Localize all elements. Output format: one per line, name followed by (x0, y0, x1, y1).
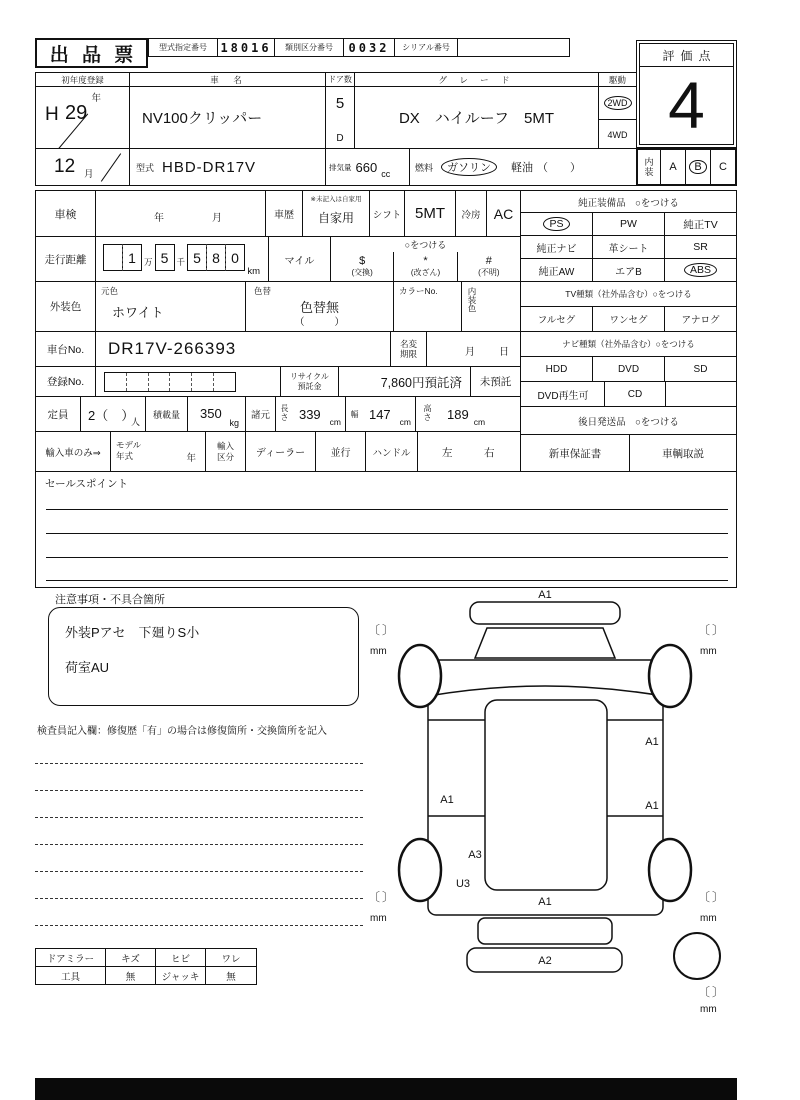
first-registration-year-cell (35, 86, 130, 149)
width-value: 147 (368, 406, 391, 422)
navi-sd: SD (664, 356, 737, 382)
interior-label: 内装 (644, 156, 654, 177)
tv-analog: アナログ (664, 306, 737, 332)
equip-airbag: エアB (592, 258, 665, 282)
notes-header: 注意事項・不具合箇所 (55, 594, 165, 606)
original-color-label: 元色 (101, 286, 119, 296)
inspector-write-line (35, 790, 363, 791)
inspector-write-line (35, 925, 363, 926)
navi-hdd: HDD (520, 356, 593, 382)
write-line (46, 533, 728, 534)
fuel-cell (409, 148, 637, 186)
tv-oneseg: ワンセグ (592, 306, 665, 332)
original-color-value: ホワイト (112, 305, 164, 320)
rename-month-unit: 月 (465, 347, 475, 358)
original-color-cell (95, 281, 246, 332)
doors-type: D (336, 133, 344, 144)
shaken-label: 車検 (35, 190, 96, 237)
drive-option-4wd: 4WD (607, 129, 628, 140)
mark-exchange: $ (交換) (351, 255, 373, 277)
damage-label-left-side: A1 (440, 794, 454, 806)
measure-bracket: 〕 (712, 985, 725, 999)
capacity-value: 2（ ） (88, 408, 135, 423)
interior-color-cell (461, 281, 521, 332)
sheet-title: 出 品 票 (35, 38, 148, 68)
equip-oem-navi: 純正ナビ (520, 235, 593, 259)
measure-bracket: 〕 (712, 890, 725, 904)
measure-bracket: 〔 (698, 623, 711, 637)
year-unit: 年 (91, 93, 101, 104)
history-value: 自家用 (317, 211, 354, 225)
inspector-write-line (35, 763, 363, 764)
color-change-label: 色替 (254, 286, 272, 296)
black-footer-bar (35, 1078, 737, 1100)
load-unit: kg (229, 418, 239, 428)
model-label: 型式 (136, 162, 155, 173)
ship-later-header: 後日発送品 ○をつける (520, 406, 737, 435)
import-parallel-option: 並行 (315, 431, 366, 472)
windshield-line (428, 686, 663, 696)
damage-label-right-side: A1 (645, 800, 659, 812)
color-change-paren: （ ） (294, 317, 345, 328)
defect-notes-box (48, 607, 359, 706)
equip-oem-tv: 純正TV (664, 212, 737, 236)
registration-no-boxes (104, 372, 236, 392)
equip-pw: PW (592, 212, 665, 236)
measure-bracket: 〔 (698, 890, 711, 904)
drive-cell (598, 86, 637, 149)
color-change-value: 色替無 (299, 300, 339, 315)
crack-label: ヒビ (155, 948, 206, 967)
odometer-boxes (103, 244, 245, 271)
jack-value: 無 (205, 966, 257, 985)
drive-option-2wd: 2WD (599, 87, 636, 120)
model-code-label: 型式指定番号 (148, 38, 218, 57)
sales-point-box (35, 471, 737, 588)
fuel-label: 燃料 (415, 162, 434, 173)
front-left-wheel (399, 645, 441, 707)
write-line (46, 580, 728, 581)
era-value: H (45, 104, 59, 125)
score-value: 4 (668, 68, 705, 142)
odometer-digit: 5 (187, 244, 207, 271)
handle-left-option: 左 (442, 447, 453, 459)
handle-cell (417, 431, 521, 472)
equip-ps: PS (520, 212, 593, 236)
navi-dvd: DVD (592, 356, 665, 382)
navi-type-header: ナビ種類（社外品含む）○をつける (520, 331, 737, 357)
mile-cell: マイル (268, 236, 331, 282)
year-value: 29 (65, 102, 88, 124)
grade-cell: DX ハイルーフ 5MT (354, 86, 599, 149)
mm-label: mm (700, 913, 717, 924)
mm-label: mm (700, 1004, 717, 1014)
jack-label: ジャッキ (155, 966, 206, 985)
handle-label: ハンドル (365, 431, 418, 472)
recycle-deposit-label: リサイクル預託金 (280, 366, 339, 397)
door-panel-lines (428, 720, 663, 816)
load-label: 積載量 (145, 396, 188, 432)
history-label: 車歴 (265, 190, 303, 237)
shaken-year-unit: 年 (154, 213, 164, 224)
measure-bracket: 〕 (712, 623, 725, 637)
measure-bracket: 〔 (368, 623, 381, 637)
drive-header: 駆動 (598, 72, 637, 87)
width-cell (345, 396, 416, 432)
doors-cell (325, 86, 355, 149)
cd-option: CD (604, 381, 666, 407)
displacement-unit: cc (381, 169, 391, 179)
height-unit: cm (473, 417, 486, 427)
equip-abs: ABS (664, 258, 737, 282)
hood-shape (475, 628, 615, 658)
import-type-label: 輸入区分 (205, 431, 246, 472)
mileage-label: 走行距離 (35, 236, 96, 282)
circle-to-mark-header: ○をつける (404, 240, 447, 250)
damage-label-left-rear: A3 (468, 849, 482, 861)
model-year-label: モデル年式 (116, 440, 142, 461)
inspector-write-line (35, 898, 363, 899)
write-line (46, 557, 728, 558)
odometer-cell (95, 236, 269, 282)
inspector-write-line (35, 844, 363, 845)
grade-header: グ レ ー ド (354, 72, 599, 87)
new-car-warranty: 新車保証書 (520, 434, 630, 472)
load-cell (187, 396, 246, 432)
car-name-header: 車 名 (129, 72, 326, 87)
capacity-unit: 人 (130, 417, 140, 427)
first-registration-header: 初年度登録 (35, 72, 130, 87)
oem-equipment-header: 純正装備品 ○をつける (520, 190, 737, 213)
recycle-none-option: 未預託 (470, 366, 521, 397)
doors-header: ドア数 (325, 72, 355, 87)
model-code-cell (129, 148, 326, 186)
rename-deadline-cell (426, 331, 521, 367)
doors-value: 5 (335, 95, 345, 112)
chassis-no-value: DR17V-266393 (95, 331, 391, 367)
height-cell (415, 396, 521, 432)
spare-tire-shape (674, 933, 720, 979)
car-damage-diagram (358, 582, 742, 1014)
rear-hatch-shape (478, 918, 612, 944)
front-right-wheel (649, 645, 691, 707)
length-label: 長さ (280, 404, 289, 422)
history-note: ※未記入は自家用 (310, 196, 362, 203)
dvd-playable: DVD再生可 (520, 381, 606, 407)
front-bumper-shape (470, 602, 620, 624)
registration-no-cell (95, 366, 281, 397)
km-unit: km (247, 266, 260, 277)
model-code-value: 18016 (217, 38, 275, 57)
tools-value: 無 (105, 966, 156, 985)
serial-label: シリアル番号 (394, 38, 458, 57)
inspector-write-line (35, 871, 363, 872)
import-dealer-option: ディーラー (245, 431, 316, 472)
damage-label-rear-gate: A1 (538, 896, 552, 908)
odometer-digit: 5 (155, 244, 175, 271)
odometer-marks-block (330, 236, 521, 282)
capacity-cell (80, 396, 146, 432)
width-label: 幅 (350, 409, 359, 419)
history-cell (302, 190, 370, 237)
rear-left-wheel (399, 839, 441, 901)
fuel-gasoline: ガソリン (441, 158, 497, 176)
roof-shape (485, 700, 607, 890)
equip-oem-aw: 純正AW (520, 258, 593, 282)
recycle-deposit-value: 7,860円預託済 (338, 366, 471, 397)
damage-label-right-front: A1 (645, 736, 659, 748)
shaken-month-unit: 月 (212, 213, 222, 224)
score-label: 評価点 (640, 44, 733, 67)
import-only-label: 輸入車のみ⇒ (35, 431, 111, 472)
length-cell (275, 396, 346, 432)
rename-deadline-label: 名変期限 (390, 331, 427, 367)
defect-note-line: 外装Pアセ 下廻りS小 (65, 625, 200, 640)
tools-label: 工具 (35, 966, 106, 985)
mm-label: mm (370, 646, 387, 657)
height-label: 高さ (423, 404, 432, 422)
month-value: 12 (54, 156, 76, 177)
interior-option-b: B (685, 150, 710, 184)
registration-no-label: 登録No. (35, 366, 96, 397)
odometer-digit (103, 244, 123, 271)
shift-label: シフト (369, 190, 405, 237)
write-line (46, 509, 728, 510)
damage-label-front-bumper: A1 (538, 589, 552, 601)
tv-fullseg: フルセグ (520, 306, 593, 332)
interior-grade-row (636, 148, 737, 186)
odometer-digit: 8 (206, 244, 226, 271)
displacement-label: 排気量 (329, 162, 352, 172)
capacity-label: 定員 (35, 396, 81, 432)
color-no-label: カラーNo. (399, 286, 438, 296)
interior-color-label: 内装色 (467, 287, 477, 313)
media-blank-cell (665, 381, 737, 407)
tv-type-header: TV種類（社外品含む）○をつける (520, 281, 737, 307)
sen-unit: 千 (176, 257, 186, 267)
class-code-label: 類別区分番号 (274, 38, 344, 57)
man-unit: 万 (144, 257, 153, 267)
rear-right-wheel (649, 839, 691, 901)
serial-value-empty (457, 38, 570, 57)
measure-bracket: 〕 (382, 623, 395, 637)
length-unit: cm (329, 417, 341, 427)
shaken-date-cell (95, 190, 266, 237)
damage-label-left-rear-corner: U3 (455, 878, 471, 890)
interior-option-c: C (710, 150, 735, 184)
first-registration-month-cell (35, 148, 130, 186)
fuel-paren: （ ） (537, 162, 582, 174)
mark-unknown: # (不明) (457, 252, 520, 281)
slash-mark (101, 153, 121, 181)
width-unit: cm (399, 417, 411, 427)
spec-label: 諸元 (245, 396, 276, 432)
cooling-value: AC (486, 190, 521, 237)
vehicle-manual: 車輌取説 (629, 434, 737, 472)
displacement-value: 660 (355, 159, 378, 175)
color-no-cell (393, 281, 462, 332)
model-year-cell (110, 431, 206, 472)
length-value: 339 (298, 406, 321, 422)
car-name-cell: NV100クリッパー (129, 86, 326, 149)
score-box (636, 40, 737, 148)
odometer-digit: 0 (225, 244, 245, 271)
odometer-digit: 1 (122, 244, 142, 271)
rename-day-unit: 日 (499, 347, 509, 358)
class-code-value: 0032 (343, 38, 395, 57)
interior-option-a: A (660, 150, 685, 184)
mark-tampered: * (改ざん) (393, 252, 456, 281)
measure-bracket: 〔 (698, 985, 711, 999)
month-unit: 月 (84, 169, 94, 180)
door-mirror-label: ドアミラー (35, 948, 106, 967)
mm-label: mm (370, 913, 387, 924)
load-value: 350 (200, 406, 222, 421)
color-change-cell (245, 281, 394, 332)
inspector-write-line (35, 817, 363, 818)
break-label: ワレ (205, 948, 257, 967)
exterior-color-label: 外装色 (35, 281, 96, 332)
body-outline (428, 660, 663, 915)
model-value: HBD-DR17V (162, 158, 257, 176)
handle-right-option: 右 (484, 447, 495, 459)
chassis-no-label: 車台No. (35, 331, 96, 367)
displacement-cell (325, 148, 410, 186)
damage-label-rear-bumper: A2 (538, 955, 552, 967)
defect-note-line: 荷室AU (65, 660, 110, 675)
scratch-label: キズ (105, 948, 156, 967)
cooling-label: 冷房 (455, 190, 487, 237)
mm-label: mm (700, 646, 717, 657)
measure-bracket: 〔 (368, 890, 381, 904)
equip-leather-seat: 革シート (592, 235, 665, 259)
fuel-diesel: 軽油 (511, 162, 534, 174)
sales-point-label: セールスポイント (45, 478, 129, 490)
equip-sr: SR (664, 235, 737, 259)
shift-value: 5MT (404, 190, 456, 237)
height-value: 189 (447, 406, 469, 422)
inspector-note: 検査員記入欄：修復歴「有」の場合は修復箇所・交換箇所を記入 (37, 726, 327, 737)
measure-bracket: 〕 (382, 890, 395, 904)
model-year-unit: 年 (186, 453, 196, 464)
